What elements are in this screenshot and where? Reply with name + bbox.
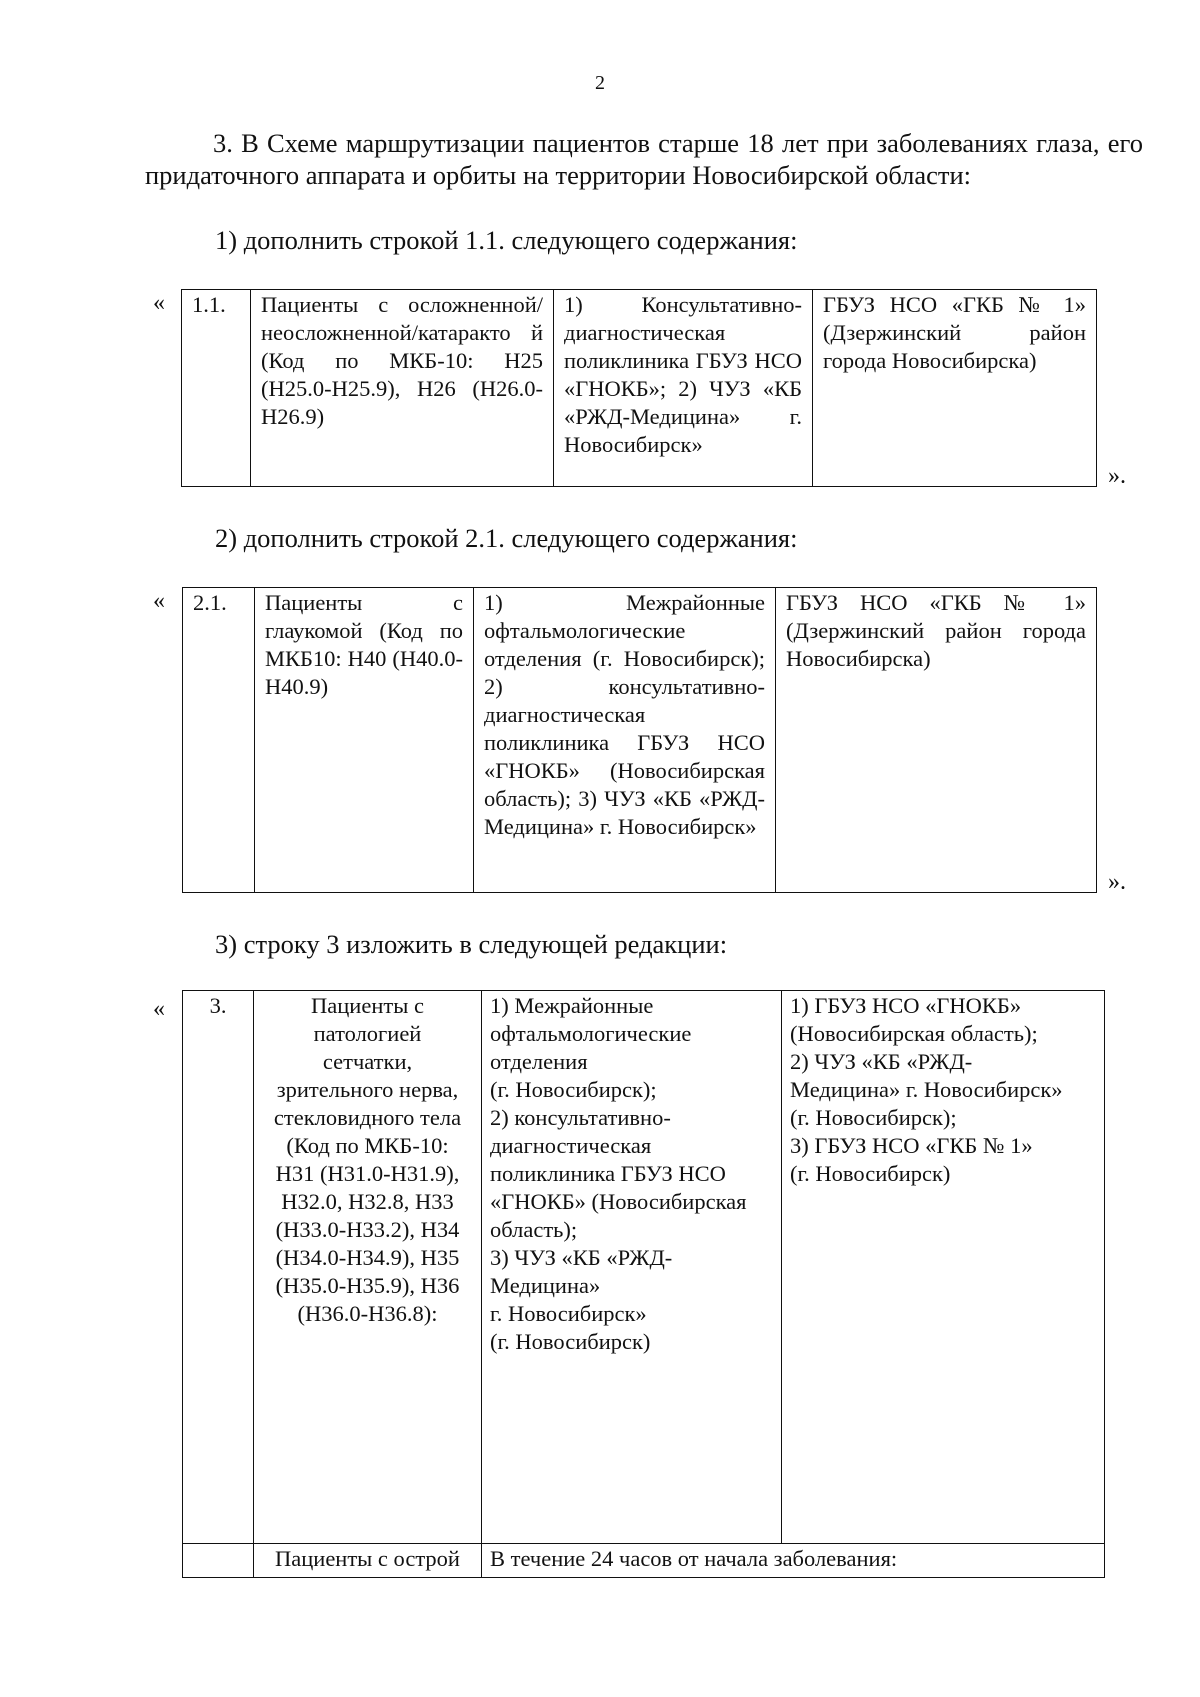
patients-cell: Пациенты с глаукомой (Код по МКБ10: H40 (H40.0-H40.9) (255, 588, 474, 893)
item1-heading: 1) дополнить строкой 1.1. следующего содержания: (215, 225, 798, 255)
patients-cell: Пациенты с осложненной/ неосложненной/катаракто й (Код по МКБ-10: H25 (H25.0-H25.9), H26 (H26.0-H26.9) (251, 290, 554, 487)
stage1-line: «ГНОКБ» (Новосибирская (490, 1189, 747, 1214)
patients-line: (H36.0-H36.8): (297, 1301, 438, 1326)
table-row (182, 290, 1097, 487)
stage2-cell (782, 991, 1105, 1544)
intro-paragraph: 3. В Схеме маршрутизации пациентов старше 18 лет при заболеваниях глаза, его придаточного аппарата и орбиты на территории Новосибирской области: (145, 128, 1143, 190)
item1-close-quote: ». (1108, 463, 1126, 489)
stage1-line: 1) Межрайонные (490, 993, 654, 1018)
stage1-cell (482, 991, 782, 1544)
patients-cell (254, 991, 482, 1544)
item2-close-quote: ». (1108, 869, 1126, 895)
patients-cell: Пациенты с острой (254, 1544, 482, 1578)
table-row (183, 991, 1105, 1544)
row-number: 2.1. (183, 588, 255, 893)
item2-heading: 2) дополнить строкой 2.1. следующего содержания: (215, 523, 798, 553)
stage1-line: 3) ЧУЗ «КБ «РЖД- (490, 1245, 673, 1270)
stage2-cell: ГБУЗ НСО «ГКБ № 1» (Дзержинский район города Новосибирска) (813, 290, 1097, 487)
stage1-line: диагностическая (490, 1133, 652, 1158)
table-row (183, 1544, 1105, 1578)
patients-line: (H35.0-H35.9), H36 (275, 1273, 460, 1298)
patients-line: зрительного нерва, (276, 1077, 459, 1102)
item1-table (181, 289, 1097, 487)
stage1-line: поликлиника ГБУЗ НСО (490, 1161, 726, 1186)
stage1-line: (г. Новосибирск) (490, 1329, 651, 1354)
stage2-cell: ГБУЗ НСО «ГКБ № 1» (Дзержинский район города Новосибирска) (776, 588, 1097, 893)
stage2-line: Медицина» г. Новосибирск» (790, 1077, 1063, 1102)
stage2-line: 3) ГБУЗ НСО «ГКБ № 1» (790, 1133, 1033, 1158)
stage1-line: офтальмологические (490, 1021, 692, 1046)
timing-cell: В течение 24 часов от начала заболевания: (482, 1544, 1105, 1578)
item3-open-quote: « (153, 996, 165, 1022)
patients-line: H31 (H31.0-H31.9), (275, 1161, 460, 1186)
stage1-cell: 1) Межрайонные офтальмологические отделения (г. Новосибирск); 2) консультативно-диагностическая поликлиника ГБУЗ НСО «ГНОКБ» (Новосибирская область); 3) ЧУЗ «КБ «РЖД-Медицина» г. Новосибирск» (474, 588, 776, 893)
table-row (183, 588, 1097, 893)
patients-line: H32.0, H32.8, H33 (281, 1189, 454, 1214)
stage1-line: (г. Новосибирск); (490, 1077, 657, 1102)
stage1-line: 2) консультативно- (490, 1105, 671, 1130)
stage1-cell: 1) Консультативно-диагностическая поликлиника ГБУЗ НСО «ГНОКБ»; 2) ЧУЗ «КБ «РЖД-Медицина» г. Новосибирск» (554, 290, 813, 487)
patients-line: (H34.0-H34.9), H35 (275, 1245, 460, 1270)
stage1-line: отделения (490, 1049, 588, 1074)
page-number: 2 (595, 72, 605, 94)
patients-line: (H33.0-H33.2), H34 (275, 1217, 460, 1242)
patients-line: сетчатки, (322, 1049, 413, 1074)
patients-line: патологией (313, 1021, 422, 1046)
item2-table (182, 587, 1097, 893)
stage2-line: (г. Новосибирск); (790, 1105, 957, 1130)
stage1-line: Медицина» (490, 1273, 601, 1298)
item3-heading: 3) строку 3 изложить в следующей редакции: (215, 929, 728, 959)
patients-line: Пациенты с (311, 993, 424, 1018)
stage2-line: (г. Новосибирск) (790, 1161, 951, 1186)
row-number: 1.1. (182, 290, 251, 487)
stage2-line: 1) ГБУЗ НСО «ГНОКБ» (790, 993, 1022, 1018)
stage2-line: 2) ЧУЗ «КБ «РЖД- (790, 1049, 973, 1074)
row-number: 3. (183, 991, 254, 1544)
stage1-line: область); (490, 1217, 578, 1242)
patients-line: стекловидного тела (273, 1105, 462, 1130)
item1-open-quote: « (153, 290, 165, 316)
stage1-line: г. Новосибирск» (490, 1301, 647, 1326)
item3-table (182, 990, 1105, 1578)
stage2-line: (Новосибирская область); (790, 1021, 1038, 1046)
row-number (183, 1544, 254, 1578)
patients-line: (Код по МКБ-10: (286, 1133, 449, 1158)
item2-open-quote: « (153, 588, 165, 614)
